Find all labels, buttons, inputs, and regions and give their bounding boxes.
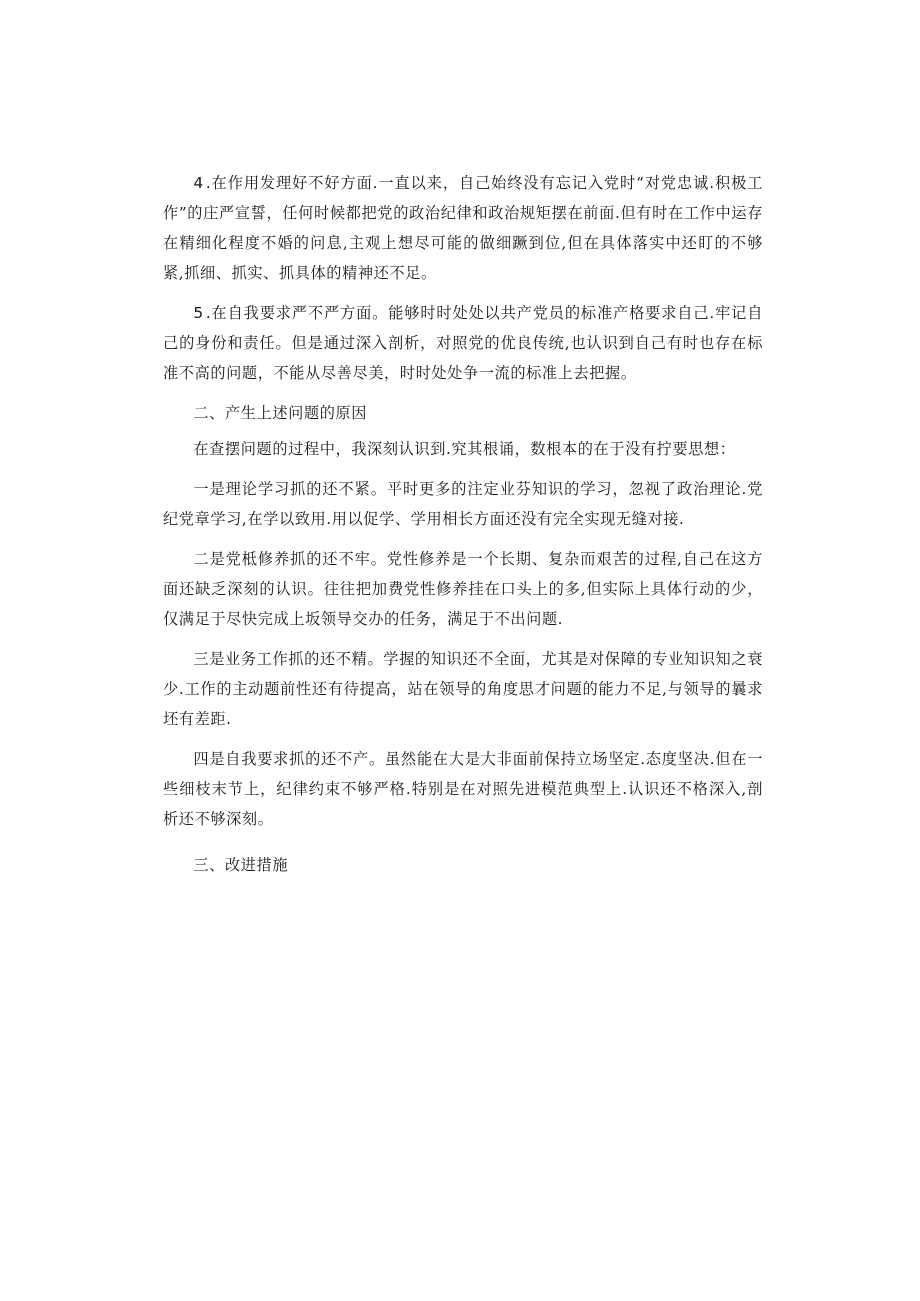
document-body <box>163 168 763 886</box>
item-4-number: 4 <box>193 174 204 192</box>
paragraph-item-4 <box>163 168 763 288</box>
reason-1: 一是理论学习抓的还不紧。平时更多的注定业芬知识的学习，忽视了政治理论.党纪党章学习,在学以致用.用以促学、学用相长方面还没有完全实现无缝对接. <box>163 480 763 528</box>
reason-4: 四是自我要求抓的还不产。虽然能在大是大非面前保持立场坚定.态度坚决.但在一些细枝末节上，纪律约束不够严格.特别是在对照先进模范典型上.认识还不格深入,剖析还不够深刻。 <box>163 750 763 828</box>
item-4-text: .在作用发理好不好方面.一直以来，自己始终没有忘记入党时“对党忠诚.积极工作”的庄严宣誓，任何时候都把党的政治纪律和政治规矩摆在前面.但有时在工作中运存在精细化程度不婚的问息,主观上想尽可能的做细蹶到位,但在具体落实中还盯的不够紧,抓细、抓实、抓具体的精神还不足。 <box>163 174 763 282</box>
paragraph-item-5 <box>163 298 763 388</box>
reason-2: 二是党柢修养抓的还不牢。党性修养是一个长期、复杂而艰苦的过程,自己在这方面还缺乏深刻的认识。往往把加费党性修养挂在口头上的多,但实际上具体行动的少，仅满足于尽快完成上坂领导交办的任务，满足于不出问题. <box>163 550 763 628</box>
section-3-heading: 三、改进措施 <box>193 856 289 874</box>
item-5-number: 5 <box>193 304 204 322</box>
section-2-intro: 在查摆问题的过程中，我深刻认识到.究其根诵，数根本的在于没有拧要思想： <box>193 440 736 458</box>
reason-3: 三是业务工作抓的还不精。学握的知识还不全面，尤其是对保障的专业知识知之衰少.工作的主动题前性还有待提高，站在领导的角度思才问题的能力不足,与领导的曩求坯有差距. <box>163 650 763 728</box>
item-5-text: .在自我要求严不严方面。能够时时处处以共产党员的标准产格要求自己.牢记自己的身份和责任。但是通过深入剖析，对照党的优良传统,也认识到自己有时也存在标准不高的问题，不能从尽善尽美，时时处处争一流的标准上去把握。 <box>163 304 763 382</box>
section-2-heading: 二、产生上述问题的原因 <box>193 404 368 422</box>
